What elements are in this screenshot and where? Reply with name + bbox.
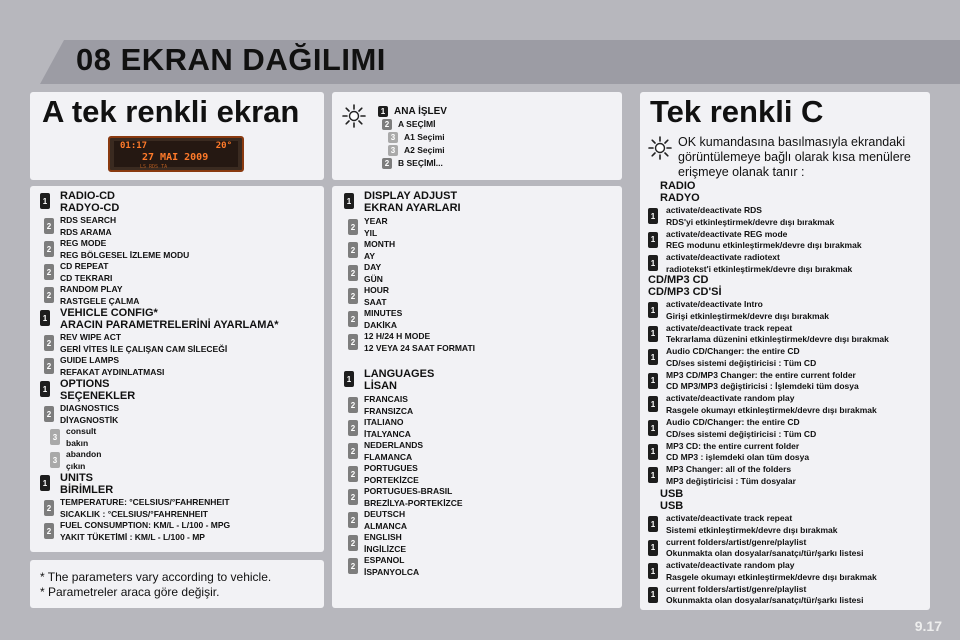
level-2-badge: 2 [348,420,358,436]
list-item [648,346,816,369]
list-item [44,520,230,543]
list-item [344,368,434,392]
item-label: DAY [364,262,382,272]
level-1-badge: 1 [344,193,354,209]
item-label: activate/deactivate track repeat [666,322,793,333]
item-label: Okunmakta olan dosyalar/sanatçı/tür/şarkı listesi [666,595,864,606]
level-1-badge: 1 [648,540,658,556]
item-label: BİRİMLER [60,484,114,496]
item-label: RADIO-CD [60,190,115,202]
list-item [648,513,838,536]
list-item [648,417,816,440]
level-2-badge: 2 [348,219,358,235]
item-label: REG MODE [60,238,107,248]
item-label: RASTGELE ÇALMA [60,295,140,306]
item-label: Okunmakta olan dosyalar/sanatçı/tür/şarkı listesi [666,548,864,559]
list-item [348,239,395,262]
item-label: YIL [364,227,378,238]
level-2-badge: 2 [348,288,358,304]
item-label: RDS'yi etkinleştirmek/devre dışı bırakmak [666,216,835,227]
level-3-badge: 3 [388,145,398,156]
level-1-badge: 1 [344,371,354,387]
list-item [648,441,809,464]
list-item [348,394,413,417]
level-2-badge: 2 [44,358,54,374]
list-item [44,284,139,307]
item-label: activate/deactivate REG mode [666,228,788,239]
level-2-badge: 2 [382,158,392,169]
item-label: GERİ VİTES İLE ÇALIŞAN CAM SİLECEĞİ [60,343,228,354]
item-label: current folders/artist/genre/playlist [666,536,807,547]
heading-line: CD/MP3 CD [648,274,709,286]
legend-label: B SEÇİMİ... [398,158,443,168]
level-2-badge: 2 [348,558,358,574]
level-3-badge: 3 [388,132,398,143]
level-2-badge: 2 [44,523,54,539]
item-label: FLAMANCA [364,451,413,462]
level-2-badge: 2 [44,264,54,280]
level-2-badge: 2 [348,443,358,459]
monochrome-display-a [108,136,244,172]
level-1-badge: 1 [648,232,658,248]
list-item [44,238,189,261]
level-1-badge: 1 [648,467,658,483]
legend-item [382,119,435,130]
list-item [348,440,423,463]
level-2-badge: 2 [348,265,358,281]
heading-line: RADYO [660,192,700,204]
item-label: MP3 CD: the entire current folder [666,440,800,451]
level-2-badge: 2 [348,535,358,551]
legend-label: A1 Seçimi [404,132,445,142]
level-2-badge: 2 [44,241,54,257]
level-1-badge: 1 [40,193,50,209]
item-label: ALMANCA [364,520,407,531]
level-1-badge: 1 [648,587,658,603]
list-item [648,323,889,346]
legend-panel [332,92,622,180]
item-label: Tekrarlama düzenini etkinleştirmek/devre dışı bırakmak [666,334,889,345]
item-label: REG modunu etkinleştirmek/devre dışı bırakmak [666,240,862,251]
list-item [348,285,389,308]
item-label: DEUTSCH [364,509,406,519]
item-label: İSPANYOLCA [364,566,420,577]
level-1-badge: 1 [378,106,388,117]
list-item [348,486,463,509]
level-1-badge: 1 [648,255,658,271]
list-item [348,463,419,486]
legend-item [378,106,447,117]
intro-line: OK kumandasına basılmasıyla ekrandaki [678,135,906,149]
item-label: LİSAN [364,380,397,392]
list-item [348,308,402,331]
heading-line: CD/MP3 CD'Sİ [648,286,722,298]
heading-line: USB [660,500,684,512]
level-3-badge: 3 [50,429,60,445]
item-label: TEMPERATURE: °CELSIUS/°FAHRENHEIT [60,497,230,507]
list-item [44,332,227,355]
list-item [50,449,101,472]
item-label: bakın [66,437,89,448]
list-item [44,215,116,238]
list-item [44,355,164,378]
list-item [40,378,135,402]
display-status-indicators: LS RDS TA [140,164,168,170]
level-2-badge: 2 [348,512,358,528]
list-item [50,426,96,449]
item-label: AY [364,250,376,261]
level-2-badge: 2 [44,218,54,234]
legend-label: ANA İŞLEV [394,106,447,117]
item-label: FRANSIZCA [364,405,414,416]
list-item [44,497,230,520]
item-label: MINUTES [364,308,403,318]
item-label: activate/deactivate Intro [666,299,763,309]
list-item [648,205,834,228]
item-label: 12 H/24 H MODE [364,331,431,341]
item-label: 12 VEYA 24 SAAT FORMATI [364,342,475,353]
item-label: YEAR [364,216,388,226]
item-label: DİYAGNOSTİK [60,414,119,425]
level-2-badge: 2 [348,466,358,482]
level-2-badge: 2 [348,334,358,350]
item-label: SEÇENEKLER [60,390,136,402]
note-tr: * Parametreler araca göre değişir. [40,585,220,599]
item-label: HOUR [364,285,390,295]
item-label: GUIDE LAMPS [60,355,120,365]
section-heading [660,180,700,204]
light-icon [648,136,672,160]
level-1-badge: 1 [648,563,658,579]
item-label: MP3 Changer: all of the folders [666,464,792,475]
level-2-badge: 2 [44,500,54,516]
item-label: radiotekst'i etkinleştirmek/devre dışı bırakmak [666,263,853,274]
item-label: MP3 değiştiricisi : Tüm dosyalar [666,475,796,486]
item-label: DAKİKA [364,319,398,330]
item-label: ENGLISH [364,532,402,542]
list-item [44,403,119,426]
item-label: REFAKAT AYDINLATMASI [60,366,165,377]
list-item [344,190,461,214]
item-label: Girişi etkinleştirmek/devre dışı bırakmak [666,310,829,321]
list-item [648,584,863,607]
item-label: activate/deactivate random play [666,393,795,404]
item-label: PORTUGUES [364,463,418,473]
page-title: 08 EKRAN DAĞILIMI [76,42,386,77]
list-item [40,472,113,496]
list-item [648,229,862,252]
list-item [648,560,877,583]
heading-line: USB [660,488,684,500]
list-item [648,393,877,416]
list-item [648,370,859,393]
level-2-badge: 2 [348,311,358,327]
level-1-badge: 1 [40,381,50,397]
level-1-badge: 1 [648,516,658,532]
list-item [348,262,383,285]
item-label: OPTIONS [60,378,110,390]
item-label: activate/deactivate RDS [666,205,762,215]
list-item [44,261,112,284]
item-label: ITALIANO [364,417,404,427]
item-label: CD MP3/MP3 değiştiricisi : İşlemdeki tüm dosya [666,381,859,392]
display-time: 01:17 [120,141,148,151]
item-label: VEHICLE CONFIG* [60,307,158,319]
level-1-badge: 1 [40,475,50,491]
item-label: Rasgele okumayı etkinleştirmek/devre dışı bırakmak [666,571,877,582]
item-label: FUEL CONSUMPTION: KM/L - L/100 - MPG [60,520,231,530]
item-label: DIAGNOSTICS [60,403,120,413]
level-1-badge: 1 [40,310,50,326]
item-label: BREZİLYA-PORTEKİZCE [364,497,463,508]
item-label: activate/deactivate track repeat [666,513,793,523]
level-1-badge: 1 [648,420,658,436]
item-label: REG BÖLGESEL İZLEME MODU [60,249,190,260]
display-temperature: 20° [215,141,232,151]
item-label: activate/deactivate radiotext [666,252,780,263]
item-label: CD/ses sistemi değiştiricisi : Tüm CD [666,357,817,368]
item-label: CD MP3 : işlemdeki olan tüm dosya [666,452,810,463]
list-item [648,299,829,322]
level-2-badge: 2 [348,242,358,258]
light-icon [342,104,366,128]
item-label: Sistemi etkinleştirmek/devre dışı bırakmak [666,524,838,535]
list-item [648,252,852,275]
item-label: MONTH [364,239,396,249]
left-section-title: A tek renkli ekran [42,94,300,129]
item-label: CD TEKRARI [60,272,113,283]
level-1-badge: 1 [648,396,658,412]
item-label: Audio CD/Changer: the entire CD [666,417,800,427]
item-label: İTALYANCA [364,428,411,439]
item-label: RANDOM PLAY [60,284,123,294]
item-label: GÜN [364,273,383,284]
legend-label: A SEÇİMİ [398,119,436,129]
item-label: ESPANOL [364,555,405,565]
item-label: activate/deactivate random play [666,560,795,571]
item-label: consult [66,426,97,436]
list-item [348,331,475,354]
level-2-badge: 2 [348,397,358,413]
item-label: current folders/artist/genre/playlist [666,583,807,594]
page-number: 9.17 [914,618,942,634]
item-label: RDS SEARCH [60,215,117,225]
legend-item [382,158,443,169]
list-item [348,417,411,440]
item-label: UNITS [60,472,93,484]
intro-line: görüntülemeye bağlı olarak kısa menülere [678,150,911,164]
level-3-badge: 3 [50,452,60,468]
right-section-title: Tek renkli C [650,94,824,129]
item-label: DISPLAY ADJUST [364,190,458,202]
item-label: çıkın [66,460,86,471]
section-heading [660,488,683,512]
item-label: REV WIPE ACT [60,332,122,342]
item-label: abandon [66,449,102,459]
section-heading [648,274,722,298]
item-label: MP3 CD/MP3 Changer: the entire current folder [666,369,856,380]
intro-line: erişmeye olanak tanır : [678,165,805,179]
legend-item [388,132,445,143]
level-2-badge: 2 [44,287,54,303]
item-label: YAKIT TÜKETİMİ : KM/L - L/100 - MP [60,531,205,542]
item-label: PORTUGUES-BRASIL [364,486,453,496]
item-label: NEDERLANDS [364,440,424,450]
item-label: Rasgele okumayı etkinleştirmek/devre dışı bırakmak [666,404,877,415]
list-item [648,537,863,560]
note-en: * The parameters vary according to vehicle. [40,570,272,584]
legend-label: A2 Seçimi [404,145,445,155]
level-1-badge: 1 [648,373,658,389]
level-1-badge: 1 [648,208,658,224]
level-2-badge: 2 [348,489,358,505]
item-label: SICAKLIK : °CELSIUS/°FAHRENHEIT [60,508,208,519]
level-2-badge: 2 [44,406,54,422]
item-label: SAAT [364,296,387,307]
item-label: LANGUAGES [364,368,435,380]
item-label: Audio CD/Changer: the entire CD [666,346,800,357]
list-item [348,532,406,555]
item-label: EKRAN AYARLARI [364,202,461,214]
list-item [40,190,119,214]
item-label: CD/ses sistemi değiştiricisi : Tüm CD [666,428,817,439]
item-label: RADYO-CD [60,202,120,214]
level-1-badge: 1 [648,444,658,460]
item-label: İNGİLİZCE [364,543,407,554]
item-label: CD REPEAT [60,261,109,271]
level-1-badge: 1 [648,326,658,342]
level-1-badge: 1 [648,349,658,365]
legend-item [388,145,445,156]
right-intro [678,135,911,180]
level-2-badge: 2 [44,335,54,351]
list-item [348,509,407,532]
level-1-badge: 1 [648,302,658,318]
display-date: 27 MAI 2009 [142,152,209,163]
item-label: FRANCAIS [364,394,408,404]
list-item [40,307,279,331]
item-label: ARACIN PARAMETRELERİNİ AYARLAMA* [60,319,279,331]
list-item [648,464,796,487]
heading-line: RADIO [660,180,696,192]
level-2-badge: 2 [382,119,392,130]
item-label: PORTEKİZCE [364,474,419,485]
list-item [348,555,419,578]
item-label: RDS ARAMA [60,226,112,237]
list-item [348,216,388,239]
